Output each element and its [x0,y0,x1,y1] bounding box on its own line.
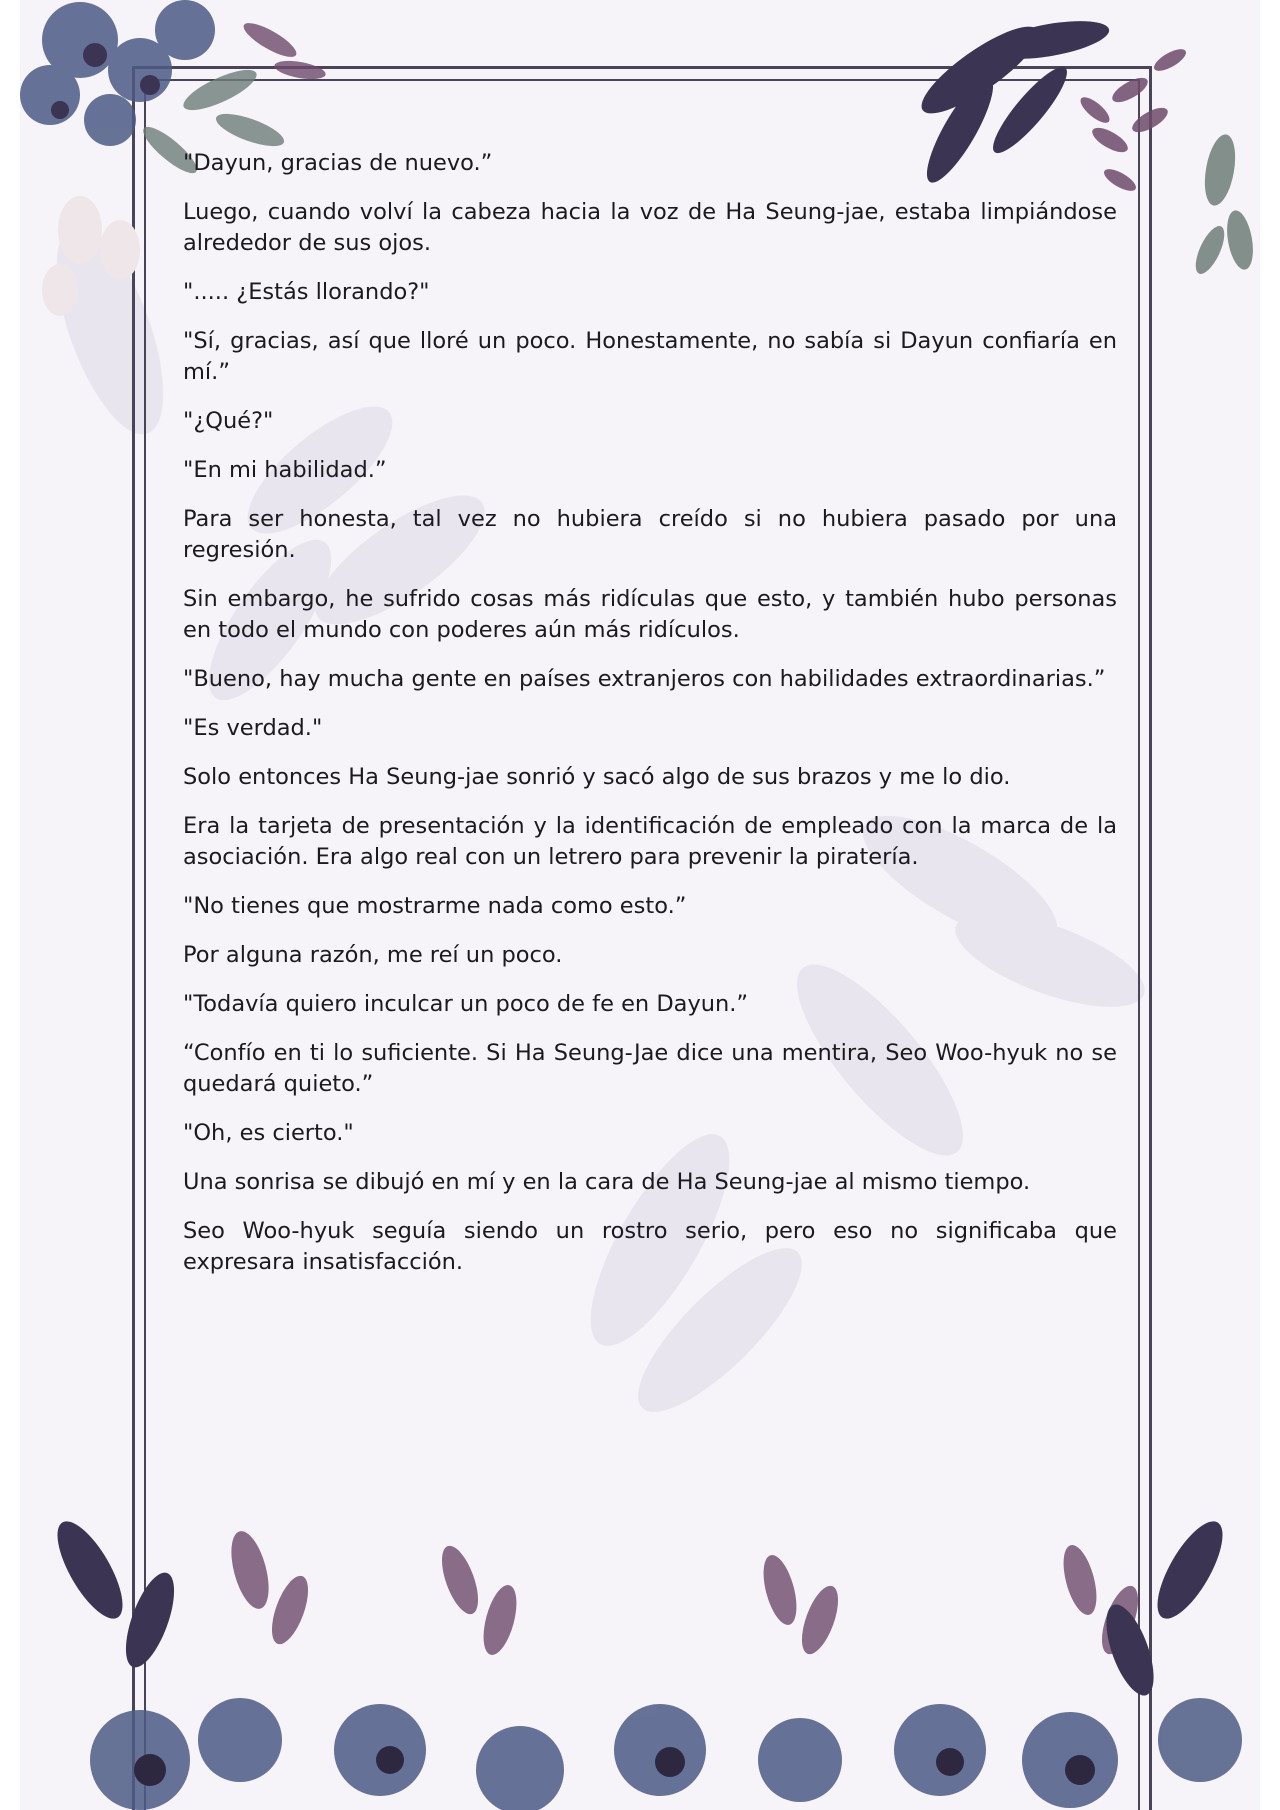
paragraph: "..... ¿Estás llorando?" [183,279,430,305]
paragraph: "Oh, es cierto." [183,1120,354,1146]
document-body [183,148,1117,1296]
paragraph: Luego, cuando volví la cabeza hacia la voz de Ha Seung-jae, estaba limpiándose alrededor de sus ojos. [183,199,1117,256]
paragraph: Sin embargo, he sufrido cosas más ridículas que esto, y también hubo personas en todo el mundo con poderes aún más ridículos. [183,586,1117,643]
paragraph: “Confío en ti lo suficiente. Si Ha Seung-Jae dice una mentira, Seo Woo-hyuk no se quedará quieto.” [183,1040,1117,1097]
paragraph: "No tienes que mostrarme nada como esto.” [183,893,687,919]
paragraph: Para ser honesta, tal vez no hubiera creído si no hubiera pasado por una regresión. [183,506,1117,563]
paragraph: Una sonrisa se dibujó en mí y en la cara de Ha Seung-jae al mismo tiempo. [183,1169,1031,1195]
document-page [20,0,1260,1810]
paragraph: Seo Woo-hyuk seguía siendo un rostro serio, pero eso no significaba que expresara insatisfacción. [183,1218,1117,1275]
paragraph: "En mi habilidad.” [183,457,387,483]
paragraph: Por alguna razón, me reí un poco. [183,942,563,968]
paragraph: "Dayun, gracias de nuevo.” [183,150,493,176]
paragraph: "Sí, gracias, así que lloré un poco. Honestamente, no sabía si Dayun confiaría en mí.” [183,328,1117,385]
bottom-floral-decoration [20,1500,1260,1810]
paragraph: "¿Qué?" [183,408,274,434]
paragraph: "Bueno, hay mucha gente en países extranjeros con habilidades extraordinarias.” [183,666,1106,692]
paragraph: "Es verdad." [183,715,323,741]
paragraph: "Todavía quiero inculcar un poco de fe en Dayun.” [183,991,749,1017]
paragraph: Solo entonces Ha Seung-jae sonrió y sacó algo de sus brazos y me lo dio. [183,764,1011,790]
paragraph: Era la tarjeta de presentación y la identificación de empleado con la marca de la asociación. Era algo real con un letrero para prevenir la piratería. [183,813,1117,870]
